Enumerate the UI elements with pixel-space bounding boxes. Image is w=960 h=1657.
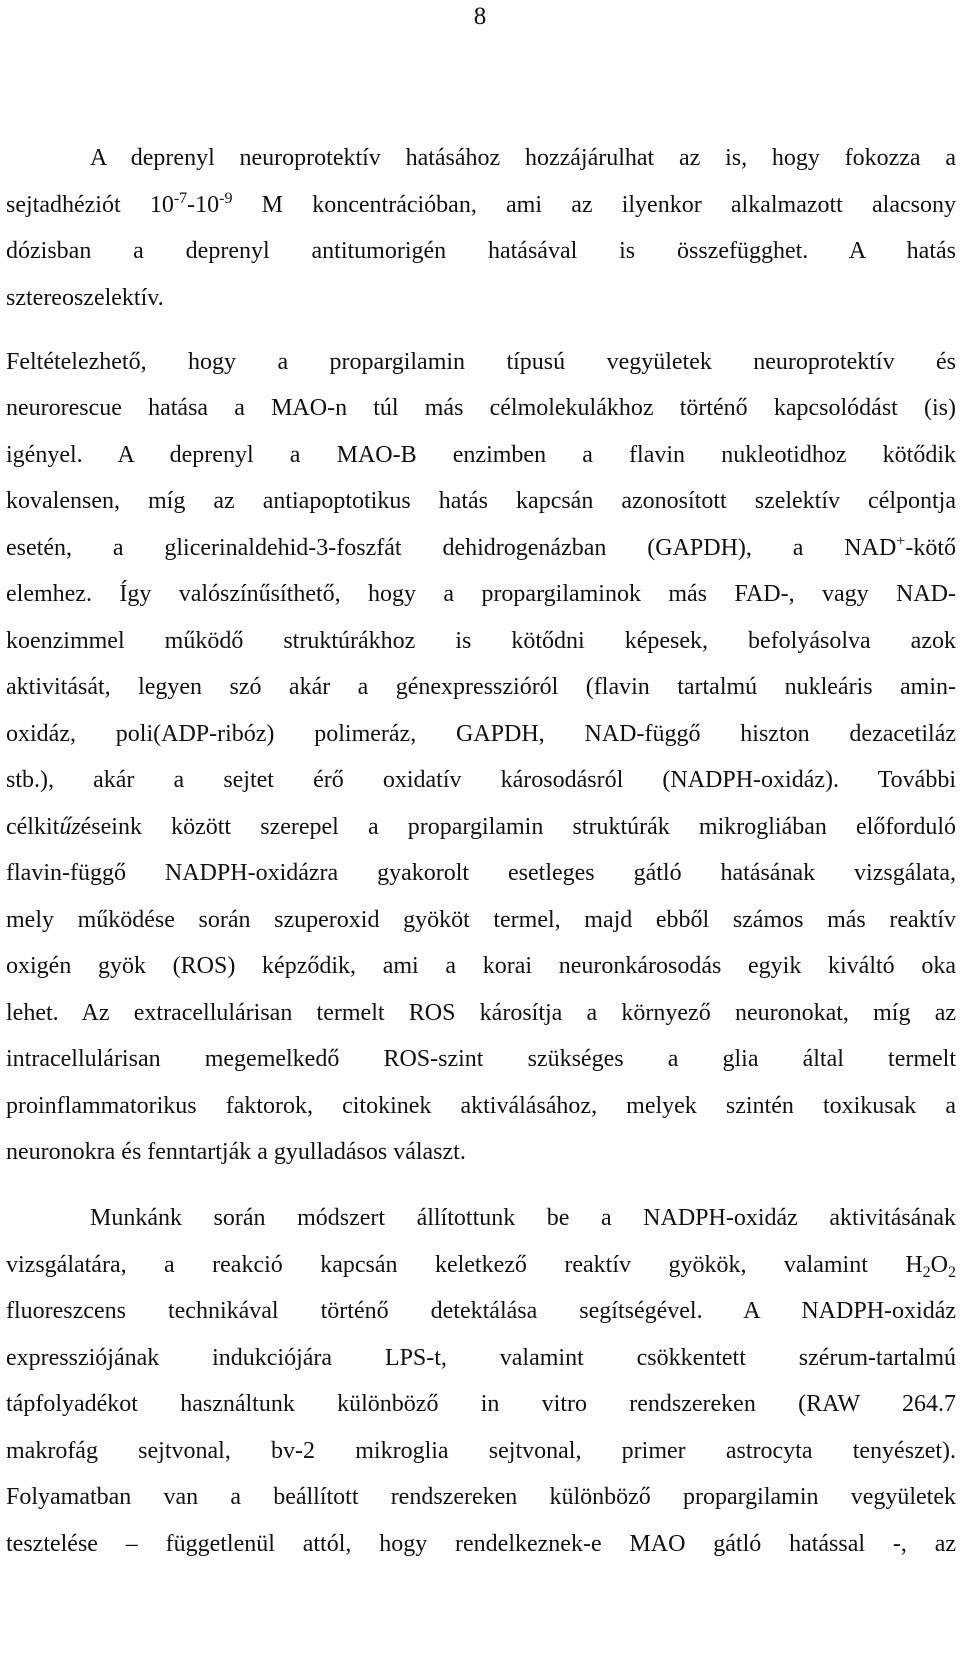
paragraph-2-line-8: aktivitását, legyen szó akár a génexpresszióról (flavin tartalmú nukleáris amin- [6,674,956,700]
superscript: -9 [219,190,233,207]
paragraph-2-line-12: flavin-függő NADPH-oxidázra gyakorolt esetleges gátló hatásának vizsgálata, [6,860,956,886]
paragraph-2-line-5 [6,533,956,563]
paragraph-2-line-7: koenzimmel működő struktúrákhoz is kötődni képesek, befolyásolva azok [6,628,956,654]
paragraph-2-line-13: mely működése során szuperoxid gyököt termel, majd ebből számos más reaktív [6,907,956,933]
text-segment: esetén, a glicerinaldehid-3-foszfát dehidrogenázban (GAPDH), a NAD [6,535,897,561]
text-segment: -10 [187,192,220,218]
paragraph-1-line-3: dózisban a deprenyl antitumorigén hatásával is összefügghet. A hatás [6,238,956,264]
text-segment: -kötő [905,535,956,561]
paragraph-2-line-17: proinflammatorikus faktorok, citokinek aktiválásához, melyek szintén toxikusak a [6,1093,956,1119]
superscript: -7 [173,190,188,207]
paragraph-2-line-15: lehet. Az extracellulárisan termelt ROS károsítja a környező neuronokat, míg az [6,1000,956,1026]
paragraph-2-line-1: Feltételezhető, hogy a propargilamin típusú vegyületek neuroprotektív és [6,349,956,375]
paragraph-3-line-4: expressziójának indukciójára LPS-t, valamint csökkentett szérum-tartalmú [6,1345,956,1371]
paragraph-3-line-7: Folyamatban van a beállított rendszereken különböző propargilamin vegyületek [6,1484,956,1510]
paragraph-3-line-1: Munkánk során módszert állítottunk be a NADPH-oxidáz aktivitásának [90,1205,956,1231]
subscript: 2 [948,1264,956,1281]
paragraph-1-line-2 [6,190,956,220]
paragraph-3-line-3: fluoreszcens technikával történő detektálása segítségével. A NADPH-oxidáz [6,1298,956,1324]
paragraph-2-line-11 [6,812,956,842]
paragraph-2-line-3: igényel. A deprenyl a MAO-B enzimben a flavin nukleotidhoz kötődik [6,442,956,468]
text-segment: vizsgálatára, a reakció kapcsán keletkező reaktív gyökök, valamint H [6,1252,923,1278]
superscript: + [896,533,906,550]
paragraph-1-line-1: A deprenyl neuroprotektív hatásához hozzájárulhat az is, hogy fokozza a [90,145,956,171]
paragraph-2-line-2: neurorescue hatása a MAO-n túl más célmolekulákhoz történő kapcsolódást (is) [6,395,956,421]
text-segment: éseink között szerepel a propargilamin struktúrák mikrogliában előforduló [80,814,956,840]
paragraph-2-line-16: intracellulárisan megemelkedő ROS-szint szükséges a glia által termelt [6,1046,956,1072]
paragraph-3-line-6: makrofág sejtvonal, bv-2 mikroglia sejtvonal, primer astrocyta tenyészet). [6,1438,956,1464]
page-number: 8 [473,3,487,30]
paragraph-2-line-4: kovalensen, míg az antiapoptotikus hatás kapcsán azonosított szelektív célpontja [6,488,956,514]
subscript: 2 [922,1264,931,1281]
paragraph-3-line-2 [6,1250,956,1280]
paragraph-2-line-6: elemhez. Így valószínűsíthető, hogy a propargilaminok más FAD-, vagy NAD- [6,581,956,607]
paragraph-2-line-9: oxidáz, poli(ADP-ribóz) polimeráz, GAPDH, NAD-függő hiszton dezacetiláz [6,721,956,747]
paragraph-2-line-14: oxigén gyök (ROS) képződik, ami a korai neuronkárosodás egyik kiváltó oka [6,953,956,979]
text-segment: sejtadhéziót 10 [6,192,174,218]
text-segment: célkit [6,814,60,840]
paragraph-2-line-10: stb.), akár a sejtet érő oxidatív károsodásról (NADPH-oxidáz). További [6,767,956,793]
paragraph-3-line-5: tápfolyadékot használtunk különböző in vitro rendszereken (RAW 264.7 [6,1391,956,1417]
paragraph-3-line-8: tesztelése – függetlenül attól, hogy rendelkeznek-e MAO gátló hatással -, az [6,1531,956,1557]
paragraph-1-line-4: sztereoszelektív. [6,285,164,311]
paragraph-2-line-18: neuronokra és fenntartják a gyulladásos választ. [6,1139,466,1165]
text-segment: M koncentrációban, ami az ilyenkor alkalmazott alacsony [232,192,956,218]
italic-segment: űz [59,814,81,840]
text-segment: O [930,1252,948,1278]
